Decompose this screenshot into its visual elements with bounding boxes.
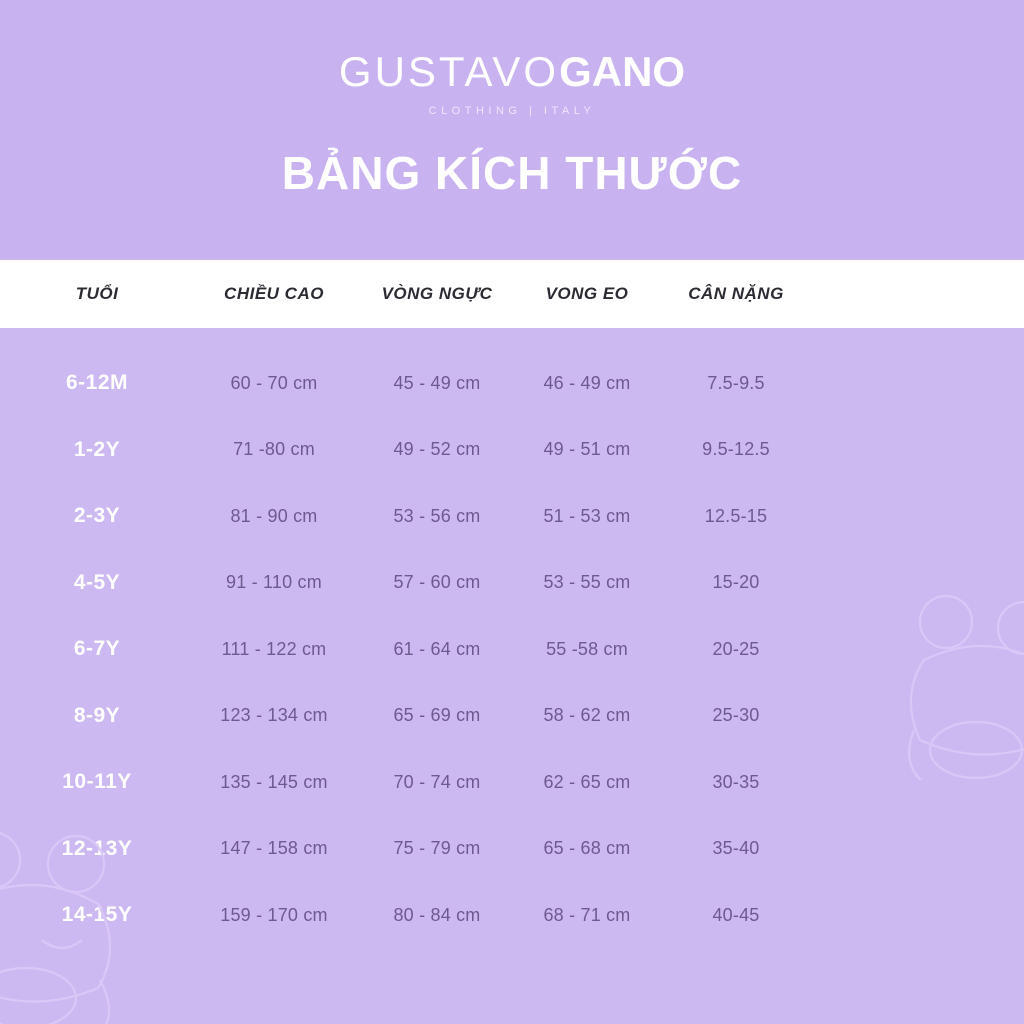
cell-weight: 7.5-9.5 <box>707 372 765 393</box>
column-header-height: CHIỀU CAO <box>224 284 324 303</box>
cell-age: 1-2Y <box>73 437 121 461</box>
table-row <box>0 882 1024 949</box>
cell-weight: 9.5-12.5 <box>702 439 770 460</box>
table-row <box>0 816 1024 883</box>
brand-name-bold: GANO <box>559 48 686 95</box>
brand-tagline: CLOTHING | ITALY <box>428 105 596 117</box>
cell-age: 6-7Y <box>73 637 121 661</box>
column-header-waist: VONG EO <box>545 284 629 303</box>
cell-chest: 53 - 56 cm <box>393 505 481 526</box>
column-header-chest: VÒNG NGỰC <box>381 284 493 303</box>
table-row <box>0 483 1024 550</box>
column-header-weight: CÂN NẶNG <box>688 284 784 303</box>
cell-age: 14-15Y <box>61 903 133 927</box>
cell-weight: 35-40 <box>712 838 760 859</box>
cell-chest: 75 - 79 cm <box>393 838 481 859</box>
table-row <box>0 350 1024 417</box>
brand-name <box>0 48 1024 96</box>
cell-waist: 53 - 55 cm <box>543 572 631 593</box>
table-row <box>0 749 1024 816</box>
cell-waist: 58 - 62 cm <box>543 705 631 726</box>
cell-waist: 65 - 68 cm <box>543 838 631 859</box>
cell-weight: 40-45 <box>712 904 760 925</box>
table-row <box>0 417 1024 484</box>
cell-weight: 20-25 <box>712 638 760 659</box>
table-body <box>0 328 1024 949</box>
cell-chest: 61 - 64 cm <box>393 638 481 659</box>
cell-age: 12-13Y <box>61 836 133 860</box>
cell-age: 4-5Y <box>73 570 121 594</box>
brand-name-light: GUSTAVO <box>338 48 560 95</box>
brand-logo <box>0 48 1024 117</box>
cell-height: 91 - 110 cm <box>226 572 322 593</box>
cell-chest: 57 - 60 cm <box>393 572 481 593</box>
table-header-row <box>0 260 1024 328</box>
cell-waist: 51 - 53 cm <box>543 505 631 526</box>
column-header-age: TUỔI <box>75 284 119 303</box>
table-row <box>0 550 1024 617</box>
table-row <box>0 683 1024 750</box>
cell-height: 111 - 122 cm <box>221 638 327 659</box>
cell-height: 159 - 170 cm <box>220 904 328 925</box>
cell-weight: 12.5-15 <box>704 505 768 526</box>
cell-weight: 25-30 <box>712 705 760 726</box>
cell-chest: 70 - 74 cm <box>393 771 481 792</box>
cell-age: 6-12M <box>65 371 129 395</box>
cell-age: 8-9Y <box>73 703 121 727</box>
table-row <box>0 616 1024 683</box>
cell-chest: 45 - 49 cm <box>393 372 481 393</box>
cell-waist: 62 - 65 cm <box>543 771 631 792</box>
cell-waist: 68 - 71 cm <box>543 904 631 925</box>
cell-height: 123 - 134 cm <box>220 705 328 726</box>
chart-header <box>0 0 1024 260</box>
cell-height: 135 - 145 cm <box>220 771 328 792</box>
cell-height: 147 - 158 cm <box>220 838 328 859</box>
cell-weight: 30-35 <box>712 771 760 792</box>
cell-age: 2-3Y <box>73 504 121 528</box>
cell-waist: 55 -58 cm <box>546 638 628 659</box>
cell-age: 10-11Y <box>62 770 132 794</box>
cell-chest: 49 - 52 cm <box>393 439 481 460</box>
cell-weight: 15-20 <box>712 572 760 593</box>
page-title: BẢNG KÍCH THƯỚC <box>281 147 743 199</box>
cell-waist: 49 - 51 cm <box>543 439 631 460</box>
cell-height: 81 - 90 cm <box>230 505 318 526</box>
cell-chest: 80 - 84 cm <box>393 904 481 925</box>
cell-waist: 46 - 49 cm <box>543 372 631 393</box>
cell-chest: 65 - 69 cm <box>393 705 481 726</box>
cell-height: 71 -80 cm <box>233 439 315 460</box>
cell-height: 60 - 70 cm <box>230 372 318 393</box>
